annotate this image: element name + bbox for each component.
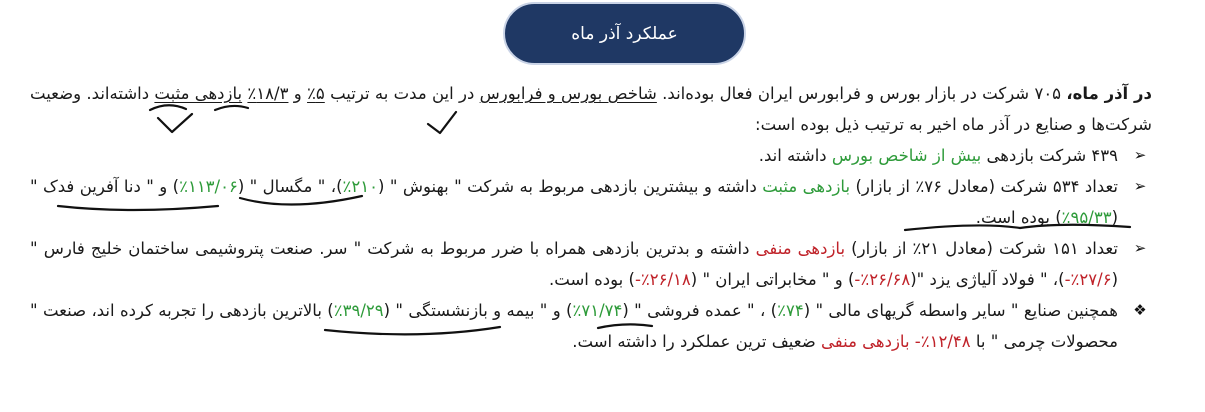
value-behnoosh: ۲۱۰٪ <box>342 177 379 196</box>
value-dena-afarin: ۹۵/۳۳٪ <box>1061 208 1112 227</box>
title-badge <box>503 2 746 65</box>
arrow-bullet-icon: ➢ <box>1133 239 1147 257</box>
index-return-2: ۱۸/۳٪ <box>247 84 289 103</box>
bullet-text: ۴۳۹ شرکت بازدهی <box>981 146 1118 165</box>
bullet-text: ) بوده است. <box>975 208 1062 227</box>
index-name: شاخص بورس و فرابورس <box>479 84 657 103</box>
bullet-text: ) بالاترین بازدهی را تجربه کرده اند، صنعت " محصولات چرمی " با <box>30 301 1118 351</box>
bullet-outperformers <box>30 140 1152 171</box>
intro-text: و <box>288 84 308 103</box>
bullet-text: تعداد ۵۳۴ شرکت (معادل ۷۶٪ از بازار) <box>850 177 1118 196</box>
bullet-negative-companies <box>30 233 1152 295</box>
value-wholesale: ۷۱/۷۴٪ <box>572 301 623 320</box>
bullet-text: ) بوده است. <box>549 270 635 289</box>
bullet-industries <box>30 295 1152 357</box>
bullet-text: ) ، " عمده فروشی " ( <box>622 301 778 320</box>
positive-return-phrase: بازدهی مثبت <box>154 84 243 103</box>
report-body <box>30 78 1152 357</box>
intro-text: داشته‌اند. وضعیت شرکت‌ها و صنایع در آذر ماه اخیر به ترتیب ذیل بوده است: <box>30 84 1152 134</box>
red-highlight: بازدهی منفی <box>755 239 846 258</box>
intro-lead: در آذر ماه، <box>1066 84 1152 103</box>
bullet-text: ) و " بیمه و بازنشستگی " ( <box>383 301 573 320</box>
intro-text: ۷۰۵ شرکت در بازار بورس و فرابورس ایران فعال بوده‌اند. <box>656 84 1067 103</box>
intro-text: در این مدت به ترتیب <box>324 84 480 103</box>
intro-paragraph <box>30 78 1152 140</box>
bullet-text: همچنین صنایع " سایر واسطه گریهای مالی " ( <box>803 301 1118 320</box>
diamond-bullet-icon: ❖ <box>1133 301 1147 319</box>
index-return-1: ۵٪ <box>307 84 325 103</box>
arrow-bullet-icon: ➢ <box>1133 177 1147 195</box>
green-highlight: بیش از شاخص بورس <box>831 146 982 165</box>
value-magsal: ۱۱۳/۰۶٪ <box>179 177 238 196</box>
bullet-text: داشته و بدترین بازدهی همراه با ضرر مربوط به شرکت " سر. صنعت پتروشیمی ساختمان خلیج فارس " ( <box>30 239 1118 289</box>
red-highlight: ۱۲/۴۸٪- بازدهی منفی <box>821 332 971 351</box>
page-title: عملکرد آذر ماه <box>571 23 678 44</box>
value-insurance: ۳۹/۲۹٪ <box>333 301 384 320</box>
value-telecom: ۲۶/۱۸٪- <box>634 270 691 289</box>
bullet-text: )، " فولاد آلیاژی یزد "( <box>910 270 1065 289</box>
bullet-text: ) و " دنا آفرین فدک " ( <box>30 177 1118 227</box>
bullet-text: داشته اند. <box>758 146 832 165</box>
value-petrochemical: ۲۷/۶٪- <box>1064 270 1112 289</box>
bullet-positive-companies <box>30 171 1152 233</box>
bullet-text: ) و " مخابراتی ایران " ( <box>690 270 855 289</box>
bullet-text: داشته و بیشترین بازدهی مربوط به شرکت " بهنوش " ( <box>378 177 763 196</box>
bullet-text: تعداد ۱۵۱ شرکت (معادل ۲۱٪ از بازار) <box>845 239 1118 258</box>
green-highlight: بازدهی مثبت <box>762 177 851 196</box>
bullet-text: )، " مگسال " ( <box>237 177 343 196</box>
bullet-text: ضعیف ترین عملکرد را داشته است. <box>572 332 821 351</box>
value-financial-intermediaries: ۷۴٪ <box>777 301 804 320</box>
value-yazd-steel: ۲۶/۶۸٪- <box>854 270 911 289</box>
arrow-bullet-icon: ➢ <box>1133 146 1147 164</box>
